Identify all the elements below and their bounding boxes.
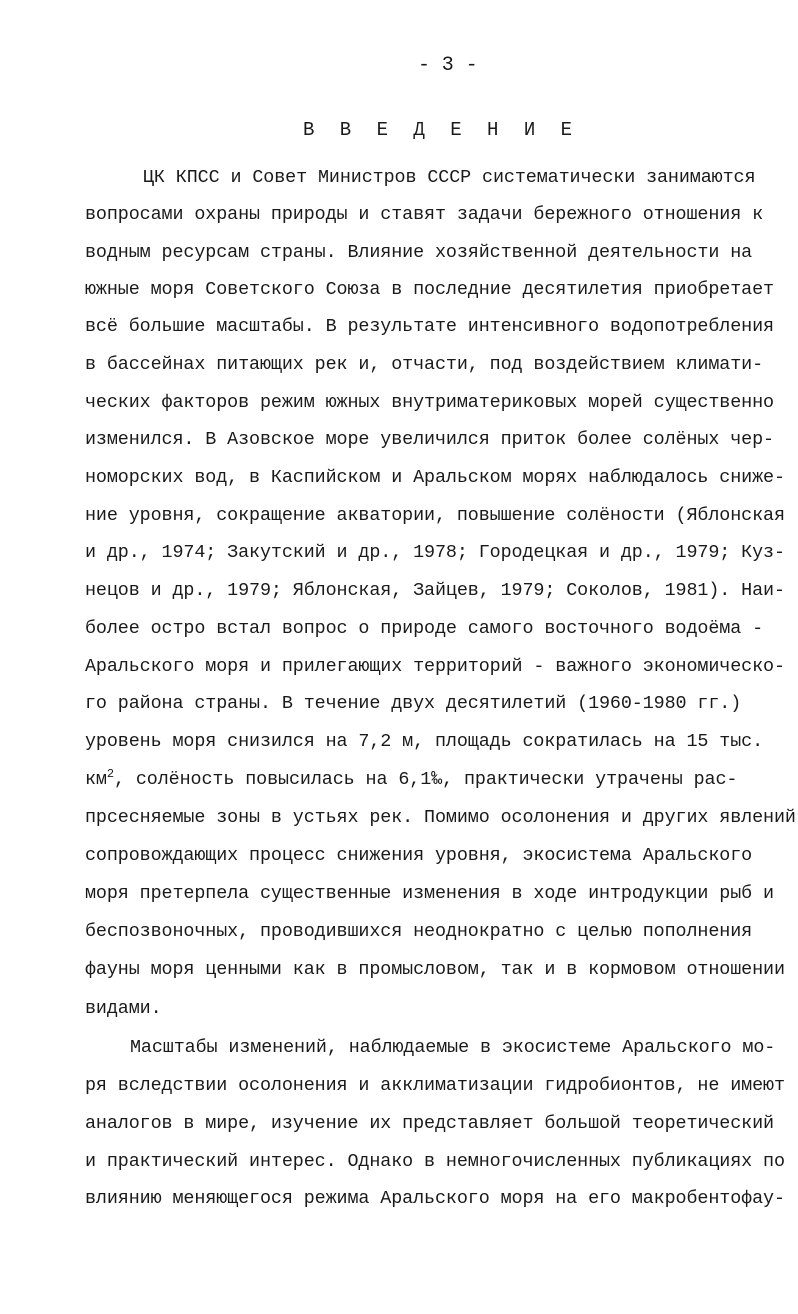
- text-line: и практический интерес. Однако в немногочисленных публикациях по: [85, 1151, 785, 1172]
- line-rest: , солёность повысилась на 6,1‰, практически утрачены рас-: [113, 769, 738, 790]
- text-line: го района страны. В течение двух десятилетий (1960-1980 гг.): [85, 693, 742, 714]
- text-line: моря претерпела существенные изменения в ходе интродукции рыб и: [85, 883, 774, 904]
- text-line: водным ресурсам страны. Влияние хозяйственной деятельности на: [85, 242, 753, 263]
- text-line: ние уровня, сокращение акватории, повышение солёности (Яблонская: [85, 505, 785, 526]
- text-line: в бассейнах питающих рек и, отчасти, под воздействием климати-: [85, 354, 764, 375]
- text-line: ЦК КПСС и Совет Министров СССР систематически занимаются: [143, 167, 756, 188]
- section-title: В В Е Д Е Н И Е: [303, 119, 580, 141]
- text-line: ческих факторов режим южных внутриматериковых морей существенно: [85, 392, 774, 413]
- text-line: Аральского моря и прилегающих территорий - важного экономическо-: [85, 656, 785, 677]
- text-line: сопровождающих процесс снижения уровня, экосистема Аральского: [85, 845, 753, 866]
- text-line: номорских вод, в Каспийском и Аральском морях наблюдалось сниже-: [85, 467, 785, 488]
- text-line: вопросами охраны природы и ставят задачи бережного отношения к: [85, 204, 764, 225]
- page-number: - 3 -: [418, 54, 478, 77]
- text-line: фауны моря ценными как в промысловом, так и в кормовом отношении: [85, 959, 785, 980]
- text-line: [85, 768, 737, 792]
- text-line: уровень моря снизился на 7,2 м, площадь сократилась на 15 тыс.: [85, 731, 764, 752]
- text-line: аналогов в мире, изучение их представляет большой теоретический: [85, 1113, 774, 1134]
- text-line: прсесняемые зоны в устьях рек. Помимо осолонения и других явлений: [85, 807, 796, 828]
- text-line: всё большие масштабы. В результате интенсивного водопотребления: [85, 316, 774, 337]
- text-line: ря вследствии осолонения и акклиматизации гидробионтов, не имеют: [85, 1075, 785, 1096]
- text-line: беспозвоночных, проводившихся неоднократно с целью пополнения: [85, 921, 753, 942]
- text-line: видами.: [85, 998, 162, 1019]
- text-line: более остро встал вопрос о природе самого восточного водоёма -: [85, 618, 764, 639]
- text-line: южные моря Советского Союза в последние десятилетия приобретает: [85, 279, 774, 300]
- text-line: нецов и др., 1979; Яблонская, Зайцев, 1979; Соколов, 1981). Наи-: [85, 580, 785, 601]
- text-line: влиянию меняющегося режима Аральского моря на его макробентофау-: [85, 1188, 785, 1209]
- superscript: 2: [106, 766, 114, 781]
- text-line: Масштабы изменений, наблюдаемые в экосистеме Аральского мо-: [130, 1037, 776, 1058]
- text-line: изменился. В Азовское море увеличился приток более солёных чер-: [85, 429, 774, 450]
- km-unit: км: [85, 769, 107, 790]
- text-line: и др., 1974; Закутский и др., 1978; Городецкая и др., 1979; Куз-: [85, 542, 785, 563]
